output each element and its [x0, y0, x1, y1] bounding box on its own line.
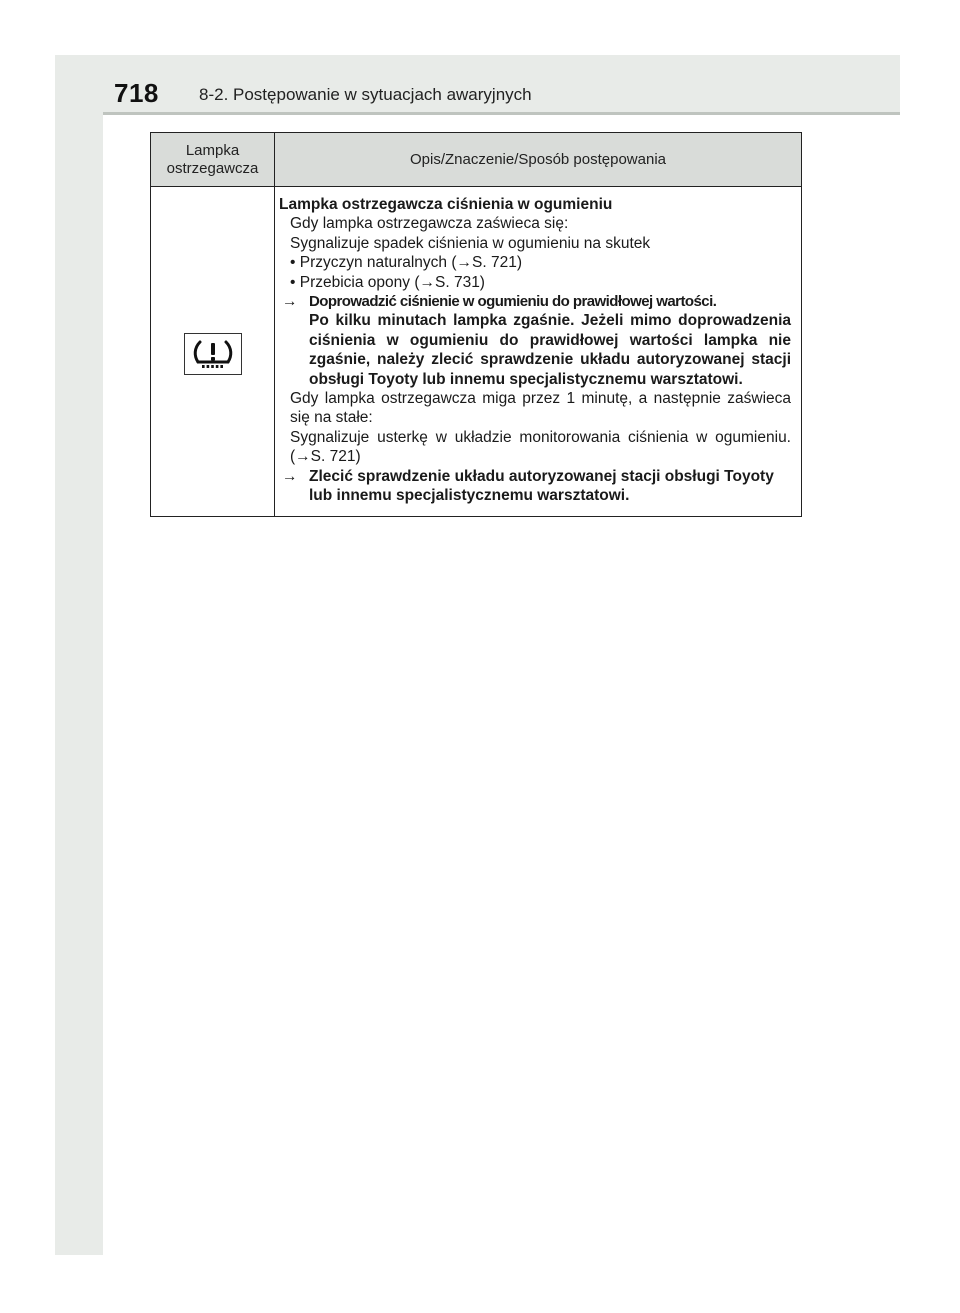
- arrow-icon: →: [456, 254, 473, 272]
- table-header: [151, 133, 801, 187]
- lamp-cell: [151, 187, 275, 516]
- arrow-icon: →: [419, 273, 435, 291]
- warning-light-table: [150, 132, 802, 517]
- page-ref-link[interactable]: S. 721): [472, 254, 522, 272]
- column-header-lamp: [151, 133, 275, 186]
- arrow-icon: →: [295, 448, 311, 466]
- row-title: Lampka ostrzegawcza ciśnienia w ogumieniu: [279, 196, 613, 213]
- arrow-icon: →: [282, 293, 298, 311]
- action2-text: Zlecić sprawdzenie układu autoryzowanej stacji obsługi Toyoty lub innemu specjalistycznemu warsztatowi.: [309, 467, 774, 505]
- case2-intro: Gdy lampka ostrzegawcza miga przez 1 minutę, a następnie zaświeca się na stałe:: [290, 390, 791, 427]
- action1-rest: Po kilku minutach lampka zgaśnie. Jeżeli mimo doprowadzenia ciśnienia w ogumieniu do prawidłowej wartości lampka nie zgaśnie, należy zlecić sprawdzenie układu autoryzowanej stacji obsługi Toyoty lub innemu specjalistycznemu warsztatowi.: [309, 312, 791, 388]
- column-header-description: Opis/Znaczenie/Sposób postępowania: [410, 150, 666, 168]
- case1-intro: Gdy lampka ostrzegawcza zaświeca się:: [290, 215, 569, 233]
- page-ref-link[interactable]: S. 731): [435, 273, 485, 291]
- chapter-title: 8-2. Postępowanie w sytuacjach awaryjnych: [199, 85, 532, 104]
- case2-meaning-text: Sygnalizuje usterkę w układzie monitorowania ciśnienia w ogumieniu. (: [290, 428, 791, 466]
- page-number: 718: [114, 78, 159, 108]
- arrow-icon: →: [282, 467, 298, 485]
- header-divider: [103, 112, 900, 115]
- side-strip: [55, 55, 103, 1255]
- column-header-lamp-line2: ostrzegawcza: [166, 159, 259, 177]
- tire-pressure-warning-icon: [184, 333, 242, 375]
- bullet-puncture: [279, 273, 791, 292]
- table-row: [151, 187, 801, 516]
- bullet2-text: • Przebicia opony (: [290, 273, 420, 291]
- column-header-lamp-line1: Lampka: [185, 141, 240, 159]
- action2: [279, 467, 791, 506]
- bullet1-text: • Przyczyn naturalnych (: [290, 254, 457, 272]
- case1-meaning: Sygnalizuje spadek ciśnienia w ogumieniu na skutek: [290, 234, 651, 252]
- description-cell: [275, 187, 801, 516]
- page-ref-link[interactable]: S. 721): [310, 448, 361, 466]
- action1-lead: Doprowadzić ciśnienie w ogumieniu do prawidłowej wartości.: [309, 293, 717, 311]
- action1: [279, 292, 791, 389]
- case2-meaning: [279, 428, 791, 467]
- bullet-natural-causes: [279, 253, 791, 272]
